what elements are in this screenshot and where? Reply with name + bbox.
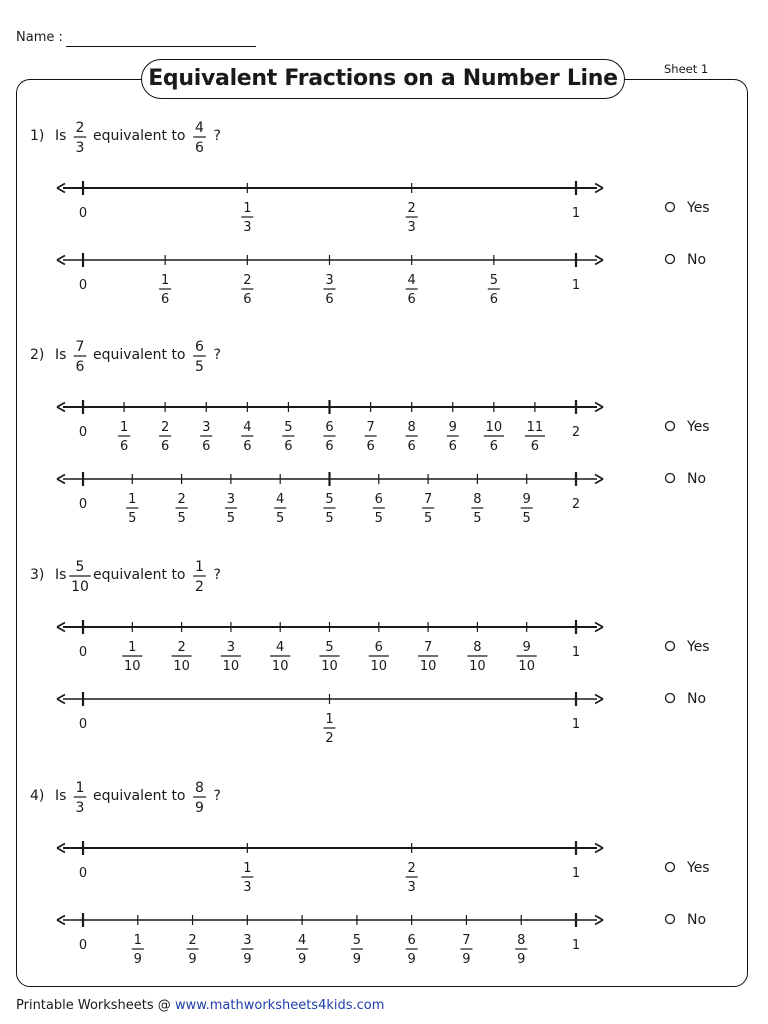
line-fraction-label: [369, 640, 389, 674]
fraction-numerator: 5: [75, 559, 85, 575]
line-fraction-label: [406, 861, 418, 895]
option-label: No: [687, 912, 707, 928]
fraction-numerator: 7: [75, 339, 85, 355]
line-fraction-label: [422, 492, 434, 526]
line-fraction-label: [323, 420, 335, 454]
fraction-denominator: 10: [222, 659, 240, 674]
fraction-denominator: 3: [75, 800, 85, 816]
line-start-label: 0: [78, 206, 88, 221]
fraction-denominator: 6: [448, 439, 457, 454]
question-middle-text: equivalent to: [93, 788, 186, 804]
line-fraction-label: [488, 273, 500, 307]
line-fraction-label: [406, 273, 418, 307]
fraction-denominator: 9: [243, 952, 252, 967]
fraction-numerator: 1: [75, 780, 85, 796]
fraction-numerator: 10: [485, 420, 503, 435]
fraction-denominator: 3: [407, 880, 416, 895]
fraction-denominator: 9: [462, 952, 471, 967]
fraction-denominator: 10: [173, 659, 190, 674]
fraction-denominator: 10: [518, 659, 535, 674]
fraction-denominator: 9: [297, 952, 307, 967]
fraction-numerator: 2: [407, 861, 416, 876]
line-fraction-label: [241, 861, 253, 895]
radio-circle-icon[interactable]: [666, 422, 675, 431]
fraction-numerator: 6: [374, 492, 383, 507]
line-end-label: 1: [571, 866, 581, 881]
sheet-label: Sheet 1: [664, 62, 709, 76]
fraction-denominator: 6: [161, 292, 170, 307]
line-fraction-label: [467, 640, 487, 674]
option-label: Yes: [687, 419, 710, 435]
fraction-numerator: 4: [195, 120, 204, 136]
fraction-numerator: 1: [325, 712, 334, 727]
question-fraction-a: [74, 120, 87, 156]
line-fraction-label: [296, 933, 308, 967]
fraction-numerator: 7: [462, 933, 471, 948]
line-fraction-label: [447, 420, 459, 454]
line-fraction-label: [159, 420, 171, 454]
fraction-denominator: 2: [325, 731, 334, 746]
fraction-numerator: 9: [448, 420, 457, 435]
fraction-numerator: 7: [423, 492, 433, 507]
question-number: 4): [30, 788, 45, 804]
fraction-numerator: 8: [517, 933, 526, 948]
line-fraction-label: [323, 492, 335, 526]
fraction-numerator: 3: [243, 933, 252, 948]
fraction-numerator: 1: [119, 420, 129, 435]
line-fraction-label: [460, 933, 472, 967]
fraction-denominator: 10: [124, 659, 141, 674]
question-fraction-a: [69, 559, 90, 595]
fraction-denominator: 6: [119, 439, 129, 454]
line-end-label: 2: [571, 425, 581, 440]
number-line: [57, 620, 603, 674]
radio-circle-icon[interactable]: [666, 863, 675, 872]
fraction-numerator: 2: [243, 273, 252, 288]
line-fraction-label: [319, 640, 339, 674]
question-middle-text: equivalent to: [93, 347, 186, 363]
line-fraction-label: [418, 640, 438, 674]
option-label: Yes: [687, 860, 710, 876]
fraction-numerator: 2: [177, 640, 186, 655]
fraction-denominator: 6: [407, 439, 416, 454]
number-line: [57, 400, 603, 454]
number-line: [57, 913, 603, 967]
fraction-numerator: 7: [423, 640, 433, 655]
footer-url[interactable]: www.mathworksheets4kids.com: [174, 998, 385, 1013]
line-fraction-label: [484, 420, 504, 454]
line-start-label: 0: [78, 717, 88, 732]
number-line: [57, 692, 603, 746]
fraction-denominator: 5: [128, 511, 137, 526]
option-no[interactable]: [666, 691, 707, 707]
fraction-denominator: 6: [75, 359, 85, 375]
radio-circle-icon[interactable]: [666, 203, 675, 212]
fraction-denominator: 6: [284, 439, 293, 454]
fraction-denominator: 6: [161, 439, 170, 454]
radio-circle-icon[interactable]: [666, 255, 675, 264]
question-prefix: Is: [55, 128, 67, 144]
option-yes[interactable]: [666, 639, 710, 655]
line-fraction-label: [270, 640, 290, 674]
line-fraction-label: [274, 492, 286, 526]
question-4: [30, 780, 710, 967]
fraction-denominator: 5: [195, 359, 204, 375]
line-fraction-label: [525, 420, 545, 454]
question-middle-text: equivalent to: [93, 567, 186, 583]
fraction-numerator: 6: [407, 933, 416, 948]
fraction-numerator: 4: [276, 492, 285, 507]
fraction-numerator: 4: [276, 640, 285, 655]
line-end-label: 1: [571, 938, 581, 953]
radio-circle-icon[interactable]: [666, 642, 675, 651]
line-start-label: 0: [78, 497, 88, 512]
fraction-numerator: 11: [526, 420, 544, 435]
line-fraction-label: [241, 201, 253, 235]
line-start-label: 0: [78, 278, 88, 293]
fraction-denominator: 3: [75, 140, 85, 156]
fraction-denominator: 3: [243, 880, 252, 895]
fraction-denominator: 10: [271, 659, 289, 674]
fraction-denominator: 5: [325, 511, 334, 526]
line-fraction-label: [406, 933, 418, 967]
fraction-numerator: 1: [128, 640, 137, 655]
line-fraction-label: [200, 420, 212, 454]
line-fraction-label: [225, 492, 237, 526]
line-fraction-label: [365, 420, 377, 454]
question-number: 2): [30, 347, 45, 363]
fraction-denominator: 9: [188, 952, 197, 967]
line-fraction-label: [406, 420, 418, 454]
line-fraction-label: [122, 640, 142, 674]
line-start-label: 0: [78, 425, 88, 440]
option-label: Yes: [687, 200, 710, 216]
line-fraction-label: [132, 933, 144, 967]
fraction-numerator: 9: [522, 492, 531, 507]
line-start-label: 0: [78, 645, 88, 660]
question-2: [30, 339, 710, 526]
line-end-label: 1: [571, 645, 581, 660]
fraction-numerator: 1: [128, 492, 137, 507]
question-number: 3): [30, 567, 45, 583]
fraction-numerator: 3: [226, 492, 236, 507]
fraction-numerator: 4: [407, 273, 416, 288]
fraction-numerator: 4: [297, 933, 307, 948]
question-mark: ?: [213, 347, 221, 363]
fraction-numerator: 3: [325, 273, 334, 288]
fraction-denominator: 3: [243, 220, 252, 235]
option-no[interactable]: [666, 912, 707, 928]
footer-label: Printable Worksheets @: [16, 998, 171, 1013]
number-line: [57, 253, 603, 307]
radio-circle-icon[interactable]: [666, 474, 675, 483]
question-number: 1): [30, 128, 45, 144]
fraction-numerator: 6: [325, 420, 334, 435]
question-middle-text: equivalent to: [93, 128, 186, 144]
fraction-denominator: 6: [195, 140, 204, 156]
fraction-denominator: 6: [325, 292, 334, 307]
fraction-numerator: 3: [202, 420, 211, 435]
radio-circle-icon[interactable]: [666, 694, 675, 703]
fraction-numerator: 6: [195, 339, 204, 355]
line-fraction-label: [373, 492, 385, 526]
fraction-denominator: 5: [374, 511, 383, 526]
fraction-denominator: 6: [366, 439, 375, 454]
fraction-numerator: 1: [133, 933, 142, 948]
fraction-denominator: 6: [489, 292, 498, 307]
fraction-numerator: 8: [195, 780, 204, 796]
fraction-denominator: 5: [522, 511, 531, 526]
radio-circle-icon[interactable]: [666, 915, 675, 924]
line-end-label: 1: [571, 717, 581, 732]
fraction-denominator: 3: [407, 220, 416, 235]
question-prefix: Is: [55, 788, 67, 804]
fraction-numerator: 8: [473, 640, 482, 655]
line-fraction-label: [172, 640, 192, 674]
line-fraction-label: [471, 492, 483, 526]
fraction-numerator: 5: [325, 640, 334, 655]
line-fraction-label: [517, 640, 537, 674]
fraction-numerator: 2: [407, 201, 416, 216]
fraction-denominator: 9: [517, 952, 526, 967]
line-fraction-label: [351, 933, 363, 967]
fraction-numerator: 1: [243, 861, 252, 876]
fraction-denominator: 6: [407, 292, 416, 307]
line-start-label: 0: [78, 866, 88, 881]
option-yes[interactable]: [666, 419, 710, 435]
line-fraction-label: [159, 273, 171, 307]
fraction-denominator: 10: [419, 659, 437, 674]
line-fraction-label: [521, 492, 533, 526]
fraction-denominator: 6: [243, 439, 252, 454]
fraction-denominator: 6: [243, 292, 252, 307]
fraction-denominator: 10: [71, 579, 89, 595]
question-fraction-b: [193, 780, 206, 816]
question-fraction-b: [193, 559, 206, 595]
question-mark: ?: [213, 128, 221, 144]
fraction-denominator: 2: [195, 579, 204, 595]
fraction-numerator: 2: [161, 420, 170, 435]
fraction-denominator: 10: [321, 659, 338, 674]
line-fraction-label: [323, 273, 335, 307]
line-fraction-label: [282, 420, 294, 454]
fraction-denominator: 9: [133, 952, 142, 967]
fraction-denominator: 6: [530, 439, 540, 454]
option-label: No: [687, 252, 707, 268]
question-prefix: Is: [55, 347, 67, 363]
fraction-denominator: 5: [276, 511, 285, 526]
question-mark: ?: [213, 567, 221, 583]
fraction-numerator: 3: [226, 640, 236, 655]
fraction-denominator: 9: [407, 952, 416, 967]
option-label: No: [687, 471, 707, 487]
line-fraction-label: [241, 933, 253, 967]
fraction-denominator: 6: [489, 439, 498, 454]
line-end-label: 1: [571, 206, 581, 221]
question-1: [30, 120, 710, 307]
fraction-numerator: 5: [489, 273, 498, 288]
fraction-numerator: 8: [407, 420, 416, 435]
fraction-numerator: 1: [195, 559, 204, 575]
fraction-numerator: 8: [473, 492, 482, 507]
option-no[interactable]: [666, 252, 707, 268]
line-fraction-label: [176, 492, 188, 526]
question-fraction-a: [74, 339, 87, 375]
fraction-denominator: 5: [473, 511, 482, 526]
fraction-denominator: 10: [469, 659, 486, 674]
question-fraction-a: [74, 780, 87, 816]
number-line: [57, 181, 603, 235]
question-prefix: Is: [55, 567, 67, 583]
line-start-label: 0: [78, 938, 88, 953]
fraction-numerator: 2: [188, 933, 197, 948]
name-label: Name :: [16, 30, 63, 45]
fraction-numerator: 1: [243, 201, 252, 216]
question-fraction-b: [193, 339, 206, 375]
line-end-label: 1: [571, 278, 581, 293]
fraction-denominator: 6: [202, 439, 211, 454]
fraction-numerator: 5: [284, 420, 293, 435]
fraction-denominator: 10: [370, 659, 388, 674]
question-mark: ?: [213, 788, 221, 804]
fraction-denominator: 5: [226, 511, 236, 526]
option-yes[interactable]: [666, 860, 710, 876]
option-no[interactable]: [666, 471, 707, 487]
fraction-denominator: 6: [325, 439, 334, 454]
line-fraction-label: [126, 492, 138, 526]
fraction-numerator: 2: [177, 492, 186, 507]
option-label: Yes: [687, 639, 710, 655]
fraction-denominator: 9: [195, 800, 204, 816]
line-fraction-label: [221, 640, 241, 674]
number-line: [57, 841, 603, 895]
worksheet-title: Equivalent Fractions on a Number Line: [141, 59, 625, 99]
option-label: No: [687, 691, 707, 707]
line-fraction-label: [515, 933, 527, 967]
footer: [16, 998, 384, 1013]
number-line: [57, 472, 603, 526]
fraction-numerator: 5: [325, 492, 334, 507]
fraction-numerator: 1: [161, 273, 170, 288]
fraction-denominator: 9: [352, 952, 362, 967]
fraction-denominator: 5: [177, 511, 186, 526]
fraction-numerator: 5: [352, 933, 362, 948]
question-3: [30, 559, 710, 746]
line-fraction-label: [241, 420, 253, 454]
line-fraction-label: [323, 712, 335, 746]
line-end-label: 2: [571, 497, 581, 512]
line-fraction-label: [241, 273, 253, 307]
option-yes[interactable]: [666, 200, 710, 216]
fraction-numerator: 7: [366, 420, 375, 435]
line-fraction-label: [118, 420, 130, 454]
line-fraction-label: [406, 201, 418, 235]
fraction-numerator: 6: [374, 640, 383, 655]
fraction-numerator: 2: [75, 120, 85, 136]
fraction-numerator: 4: [243, 420, 252, 435]
fraction-denominator: 5: [423, 511, 433, 526]
question-fraction-b: [193, 120, 206, 156]
line-fraction-label: [187, 933, 199, 967]
fraction-numerator: 9: [522, 640, 531, 655]
